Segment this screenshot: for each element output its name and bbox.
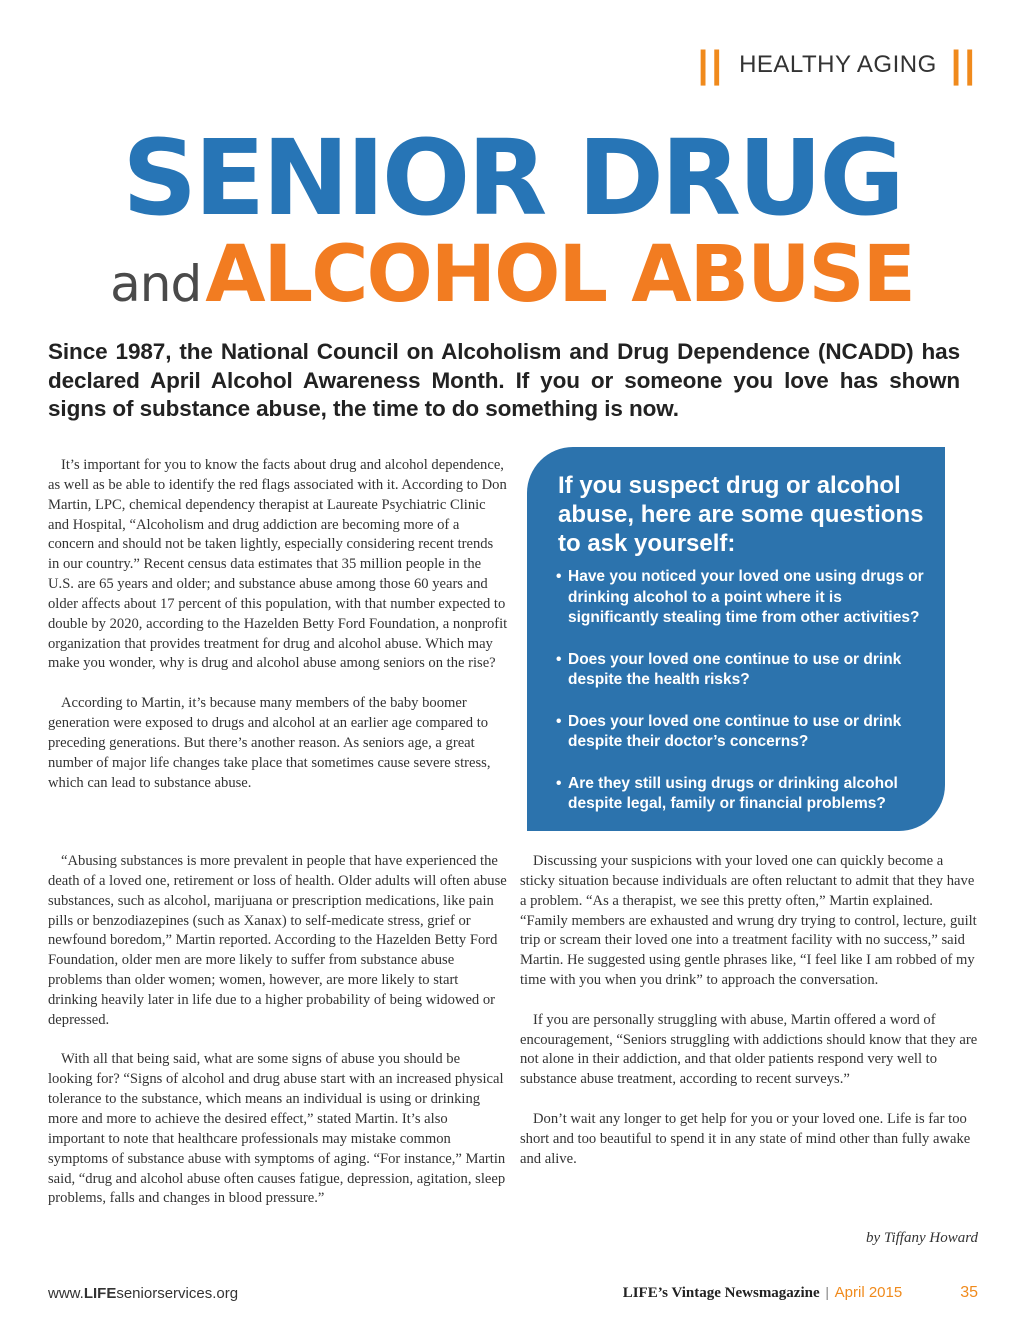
- headline-line2: [0, 230, 1024, 320]
- bullet-icon: •: [556, 774, 562, 792]
- list-item: [558, 774, 925, 815]
- section-bars-right: ||: [950, 44, 978, 86]
- paragraph: According to Martin, it’s because many members of the baby boomer generation were exposed to drugs and alcohol at an earlier age compared to preceding generations. But there’s another reason. As seniors age, a great number of major life changes take place that sometimes cause severe stress, which can lead to substance abuse.: [48, 695, 491, 791]
- bullet-icon: •: [556, 712, 562, 730]
- section-tag: [698, 46, 978, 84]
- article-column-left-bottom: [48, 852, 508, 1229]
- url-brand: LIFE: [83, 1285, 117, 1302]
- article-column-right-bottom: [520, 852, 980, 1189]
- paragraph: If you are personally struggling with abuse, Martin offered a word of encouragement, “Seniors struggling with addictions should know that they are not alone in their addiction, and that older patients respond very well to substance abuse treatment, according to recent surveys.”: [520, 1011, 978, 1088]
- page-number: 35: [960, 1284, 978, 1301]
- bullet-icon: •: [556, 568, 562, 585]
- section-bars-left: ||: [697, 44, 726, 86]
- footer-separator: |: [825, 1285, 829, 1301]
- publication-name: LIFE’s Vintage Newsmagazine: [622, 1285, 820, 1301]
- article-column-left-top: [48, 456, 508, 813]
- question-text: Does your loved one continue to use or drink despite their doctor’s concerns?: [568, 712, 902, 750]
- paragraph: “Abusing substances is more prevalent in people that have experienced the death of a loved one, retirement or loss of health. Older adults will often abuse substances, such as alcohol, marijuana or prescription medications, like pain pills or benzodiazepines (such as Xanax) to self-medicate stress, grief or newfound boredom,” Martin reported. According to the Hazelden Betty Ford Foundation, older men are more likely to suffer from substance abuse problems than older women; women, however, are more likely to start drinking heavily later in life due to a higher probability of being widowed or depressed.: [48, 853, 507, 1028]
- headline-senior-drug: SENIOR DRUG: [122, 117, 902, 239]
- section-label: HEALTHY AGING: [739, 51, 937, 78]
- question-text: Are they still using drugs or drinking alcohol despite legal, family or financial problems?: [568, 774, 898, 812]
- headline-and: and: [110, 255, 202, 313]
- bullet-icon: •: [556, 650, 562, 668]
- paragraph: It’s important for you to know the facts about drug and alcohol dependence, as well as be able to identify the red flags associated with it. According to Don Martin, LPC, chemical dependency therapist at Laureate Psychiatric Clinic and Hospital, “Alcoholism and drug addiction are becoming more of a concern and should not be taken lightly, especially considering recent trends in our country.” Recent census data estimates that 35 million people in the U.S. are 65 years and older; and substance abuse among those 60 years and older affects about 17 percent of this population, with that number expected to double by 2020, according to the Hazelden Betty Ford Foundation, a nonprofit organization that provides treatment for drug and alcohol abuse. Which may make you wonder, why is drug and alcohol abuse among seniors on the rise?: [48, 457, 508, 672]
- url-suffix: seniorservices.org: [116, 1285, 239, 1302]
- paragraph: Discussing your suspicions with your loved one can quickly become a sticky situation because individuals are often reluctant to admit that they have a problem. “As a therapist, we see this pretty often,” Martin explained. “Family members are exhausted and wrung dry trying to control, lecture, guilt trip or scream their loved one into a treatment facility with no success,” said Martin. He suggested using gentle phrases like, “I feel like I am robbed of my time with you when you drink” to approach the conversation.: [520, 853, 977, 989]
- paragraph: Don’t wait any longer to get help for you or your loved one. Life is far too short and too beautiful to spend it in any state of mind other than fully awake and alive.: [520, 1110, 971, 1167]
- author-byline: by Tiffany Howard: [866, 1230, 978, 1246]
- questions-callout-box: [527, 447, 945, 831]
- question-text: Does your loved one continue to use or drink despite the health risks?: [568, 650, 902, 688]
- issue-date: April 2015: [834, 1284, 903, 1301]
- footer-publication-info: [623, 1284, 978, 1302]
- callout-heading: If you suspect drug or alcohol abuse, here are some questions to ask yourself:: [558, 472, 924, 557]
- intro-deck: Since 1987, the National Council on Alcoholism and Drug Dependence (NCADD) has declared April Alcohol Awareness Month. If you or someone you love has shown signs of substance abuse, the time to do something is now.: [48, 339, 960, 421]
- url-prefix: www.: [48, 1285, 84, 1302]
- footer-website-link[interactable]: [48, 1285, 238, 1302]
- headline-alcohol-abuse: ALCOHOL ABUSE: [205, 230, 914, 320]
- paragraph: With all that being said, what are some signs of abuse you should be looking for? “Signs of alcohol and drug abuse start with an increased physical tolerance to the substance, which means an individual is using or drinking more and more to achieve the desired effect,” stated Martin. It’s also important to note that healthcare professionals may mistake common symptoms of substance abuse with symptoms of aging. “For instance,” Martin said, “drug and alcohol abuse often causes fatigue, depression, agitation, sleep problems, falls and changes in blood pressure.”: [48, 1051, 506, 1207]
- list-item: [558, 567, 925, 629]
- question-text: Have you noticed your loved one using drugs or drinking alcohol to a point where it is significantly stealing time from other activities?: [568, 568, 924, 626]
- list-item: [558, 650, 925, 691]
- list-item: [558, 712, 925, 753]
- callout-question-list: [558, 567, 925, 815]
